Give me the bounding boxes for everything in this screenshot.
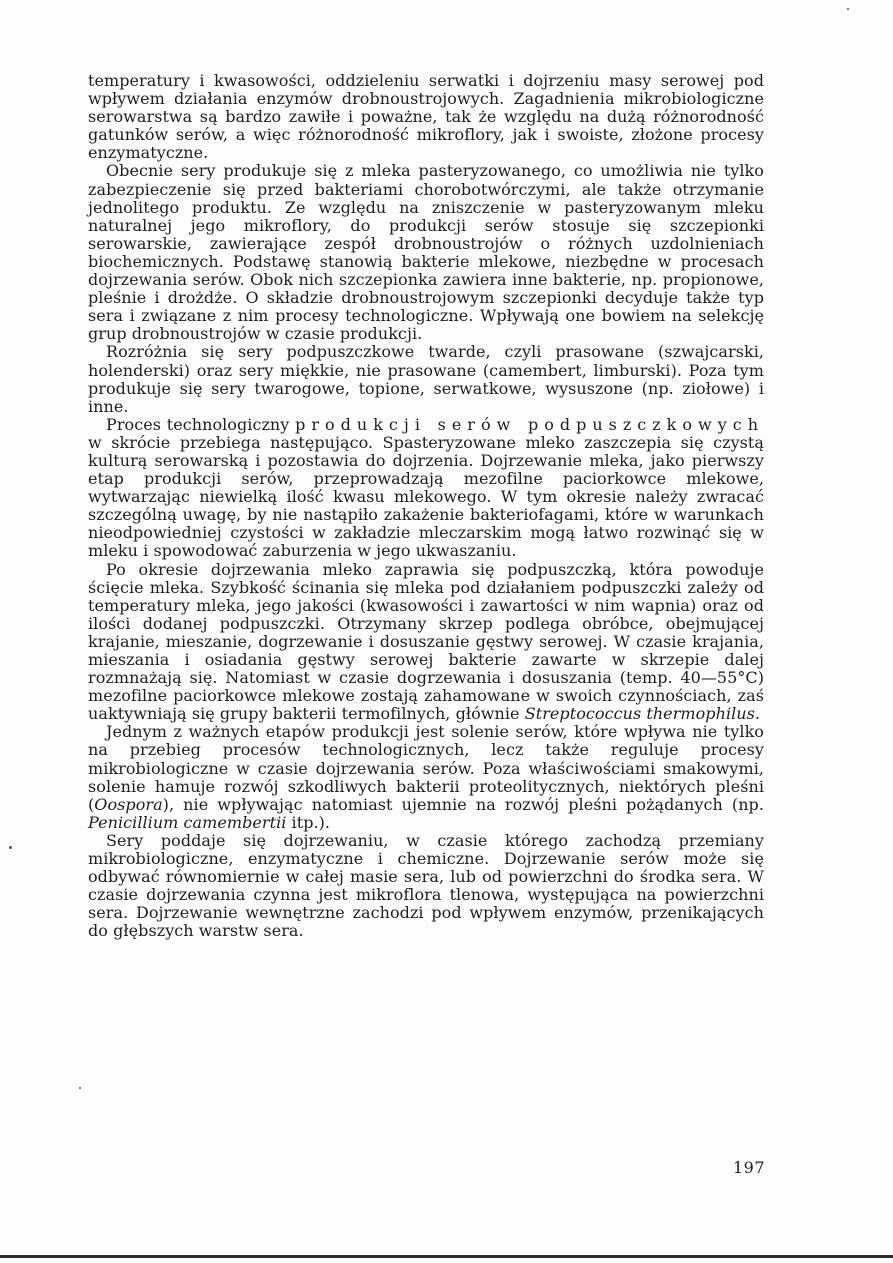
paragraph-4-text: w skrócie przebiega następująco. Spasteryzowane mleko zaszczepia się czystą kulturą serowarską i pozostawia do dojrzenia. Dojrzewanie mleka, jako pierwszy etap produkcji serów, przeprowadzają mezofilne paciorkowce mlekowe, wytwarzając niewielką ilość kwasu mlekowego. W tym okresie należy zwracać szczególną uwagę, by nie nastąpiło zakażenie bakteriofagami, które w warunkach nieodpowiedniej czystości w zakładzie mleczarskim mogą łatwo rozwinąć się w mleku i spowodować zaburzenia w jego ukwaszaniu.: [88, 432, 764, 561]
paragraph-3: [88, 343, 764, 415]
paragraph-7-text: Sery poddaje się dojrzewaniu, w czasie którego zachodzą przemiany mikrobiologiczne, enzymatyczne i chemiczne. Dojrzewanie serów może się odbywać równomiernie w całej masie sera, lub od powierzchni do środka sera. W czasie dojrzewania czynna jest mikroflora tlenowa, występująca na powierzchni sera. Dojrzewanie wewnętrzne zachodzi pod wpływem enzymów, przenikających do głębszych warstw sera.: [88, 830, 764, 941]
paragraph-4-spaced-emphasis: produkcji serów podpuszczkowych: [295, 414, 764, 434]
paragraph-6-species-name: Penicillium camembertii: [88, 812, 287, 832]
paragraph-3-text: Rozróżnia się sery podpuszczkowe twarde, czyli prasowane (szwajcarski, holenderski) oraz sery miękkie, nie prasowane (camembert, limburski). Poza tym produkuje się sery twarogowe, topione, serwatkowe, wysuszone (np. ziołowe) i inne.: [88, 342, 764, 416]
page-body: [88, 72, 764, 941]
paragraph-6: [88, 723, 764, 832]
paragraph-5-species-name: Streptococcus thermophilus: [524, 704, 755, 724]
paragraph-4: [88, 416, 764, 561]
paragraph-7: [88, 832, 764, 941]
page-number: 197: [733, 1158, 766, 1177]
paragraph-6-text-2: ), nie wpływając natomiast ujemnie na rozwój pleśni pożądanych (np.: [162, 794, 764, 814]
paragraph-5: [88, 561, 764, 724]
paragraph-5-tail: .: [754, 704, 761, 724]
paragraph-1-text: temperatury i kwasowości, oddzieleniu serwatki i dojrzeniu masy serowej pod wpływem działania enzymów drobnoustrojowych. Zagadnienia mikrobiologiczne serowarstwa są bardzo zawiłe i poważne, tak że względu na dużą różnorodność gatunków serów, a więc różnorodność mikroflory, jak i swoiste, złożone procesy enzymatyczne.: [88, 71, 764, 163]
paragraph-2-text: Obecnie sery produkuje się z mleka pasteryzowanego, co umożliwia nie tylko zabezpieczenie się przed bakteriami chorobotwórczymi, ale także otrzymanie jednolitego produktu. Ze względu na zniszczenie w pasteryzowanym mleku naturalnej jego mikroflory, do produkcji serów stosuje się szczepionki serowarskie, zawierające zespół drobnoustrojów o różnych uzdolnieniach biochemicznych. Podstawę stanowią bakterie mlekowe, niezbędne w procesach dojrzewania serów. Obok nich szczepionka zawiera inne bakterie, np. propionowe, pleśnie i drożdże. O składzie drobnoustrojowym szczepionki decyduje także typ sera i związane z nim procesy technologiczne. Wpływają one bowiem na selekcję grup drobnoustrojów w czasie produkcji.: [88, 161, 764, 344]
paragraph-1: [88, 72, 764, 162]
paragraph-6-genus-name: Oospora: [94, 794, 163, 814]
scan-speck: [9, 846, 12, 849]
paragraph-6-text: Jednym z ważnych etapów produkcji jest solenie serów, które wpływa nie tylko na przebieg procesów technologicznych, lecz także reguluje procesy mikrobiologiczne w czasie dojrzewania serów. Poza właściwościami smakowymi, solenie hamuje rozwój szkodliwych bakterii proteolitycznych, niektórych pleśni (: [88, 722, 764, 814]
bottom-scan-edge: [0, 1255, 893, 1258]
scan-speck: [847, 8, 849, 10]
paragraph-6-tail: itp.).: [286, 812, 331, 832]
paragraph-5-text: Po okresie dojrzewania mleko zaprawia się podpuszczką, która powoduje ścięcie mleka. Szybkość ścinania się mleka pod działaniem podpuszczki zależy od temperatury mleka, jego jakości (kwasowości i zawartości w nim wapnia) oraz od ilości dodanej podpuszczki. Otrzymany skrzep podlega obróbce, obejmującej krajanie, mieszanie, dogrzewanie i dosuszanie gęstwy serowej. W czasie krajania, mieszania i osiadania gęstwy serowej bakterie zawarte w skrzepie dalej rozmnażają się. Natomiast w czasie dogrzewania i dosuszania (temp. 40—55°C) mezofilne paciorkowce mlekowe zostają zahamowane w swoich czynnościach, zaś uaktywniają się grupy bakterii termofilnych, głównie: [88, 559, 764, 724]
scan-speck: [79, 1087, 81, 1089]
paragraph-4-lead: Proces technologiczny: [106, 414, 296, 434]
paragraph-2: [88, 162, 764, 343]
